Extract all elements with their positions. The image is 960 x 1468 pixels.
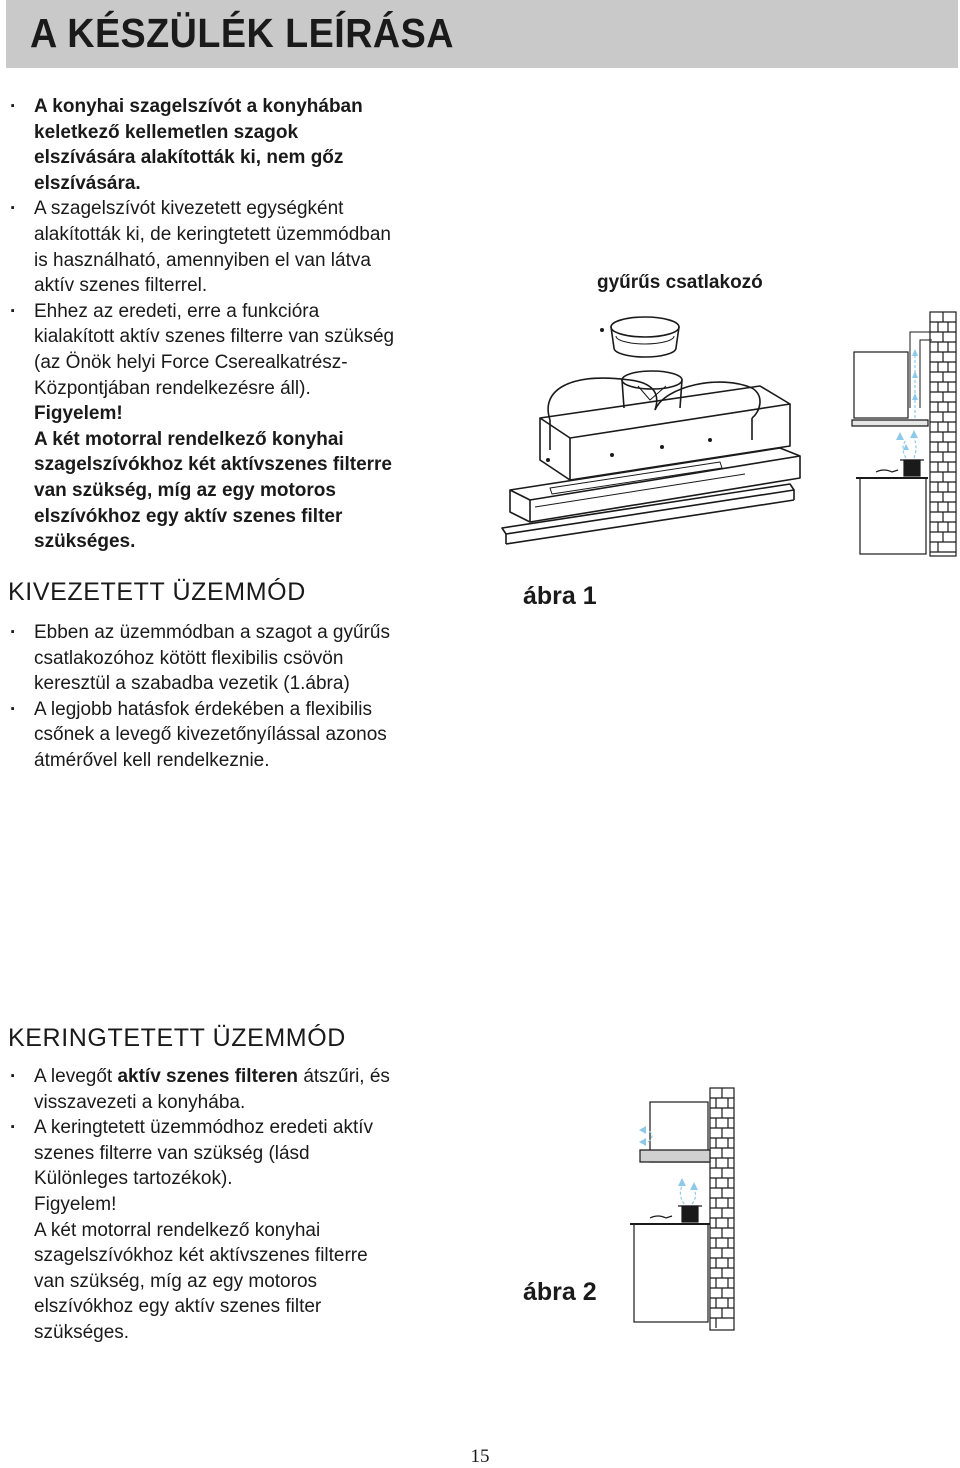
kitchen-vented-diagram — [848, 308, 960, 558]
recirc-mode-section — [8, 1064, 458, 1346]
page-title: A KÉSZÜLÉK LEÍRÁSA — [30, 10, 454, 56]
intro-bullet-3: · Ehhez az eredeti, erre a funkcióra kialakított aktív szenes filterre van szükség (az Önök helyi Force Cserealkatrész- Központjában rendelkezésre áll). — [8, 299, 458, 401]
recirc-mode-heading: KERINGTETETT ÜZEMMÓD — [8, 1024, 346, 1052]
vented-bullet-2: · A legjobb hatásfok érdekében a flexibilis csőnek a levegő kivezetőnyílással azonos átmérővel kell rendelkeznie. — [8, 697, 458, 774]
page-number: 15 — [470, 1446, 490, 1467]
vented-bullet-1: · Ebben az üzemmódban a szagot a gyűrűs csatlakozóhoz kötött flexibilis csövön keresztül a szabadba vezetik (1.ábra) — [8, 620, 458, 697]
intro-warning: Figyelem! A két motorral rendelkező konyhai szagelszívókhoz két aktívszenes filterre van szükség, míg az egy motoros elszívókhoz egy aktív szenes filter szükséges. — [34, 403, 392, 553]
vented-mode-heading: KIVEZETETT ÜZEMMÓD — [8, 578, 306, 606]
kitchen-recirc-diagram — [626, 1086, 738, 1332]
intro-section — [8, 94, 458, 555]
intro-bullet-1: · A konyhai szagelszívót a konyhában keletkező kellemetlen szagok elszívására alakították ki, nem gőz elszívására. — [8, 94, 458, 196]
intro-bullet-2: · A szagelszívót kivezetett egységként alakították ki, de keringtetett üzemmódban is használható, amennyiben el van látva aktív szenes filterrel. — [8, 196, 458, 298]
figure-2-caption: ábra 2 — [523, 1278, 597, 1306]
hood-illustration — [490, 300, 810, 550]
figure-1-caption: ábra 1 — [523, 582, 597, 610]
recirc-bullet-1: · A levegőt aktív szenes filteren átszűri, és visszavezeti a konyhába. — [8, 1064, 458, 1115]
ring-connector-callout: gyűrűs csatlakozó — [597, 272, 763, 293]
vented-mode-section — [8, 620, 458, 774]
recirc-warning: Figyelem! A két motorral rendelkező konyhai szagelszívókhoz két aktívszenes filterre van szükség, míg az egy motoros elszívókhoz egy aktív szenes filter szükséges. — [34, 1193, 368, 1343]
recirc-bullet-2: · A keringtetett üzemmódhoz eredeti aktív szenes filterre van szükség (lásd Különleges tartozékok). — [8, 1115, 458, 1192]
